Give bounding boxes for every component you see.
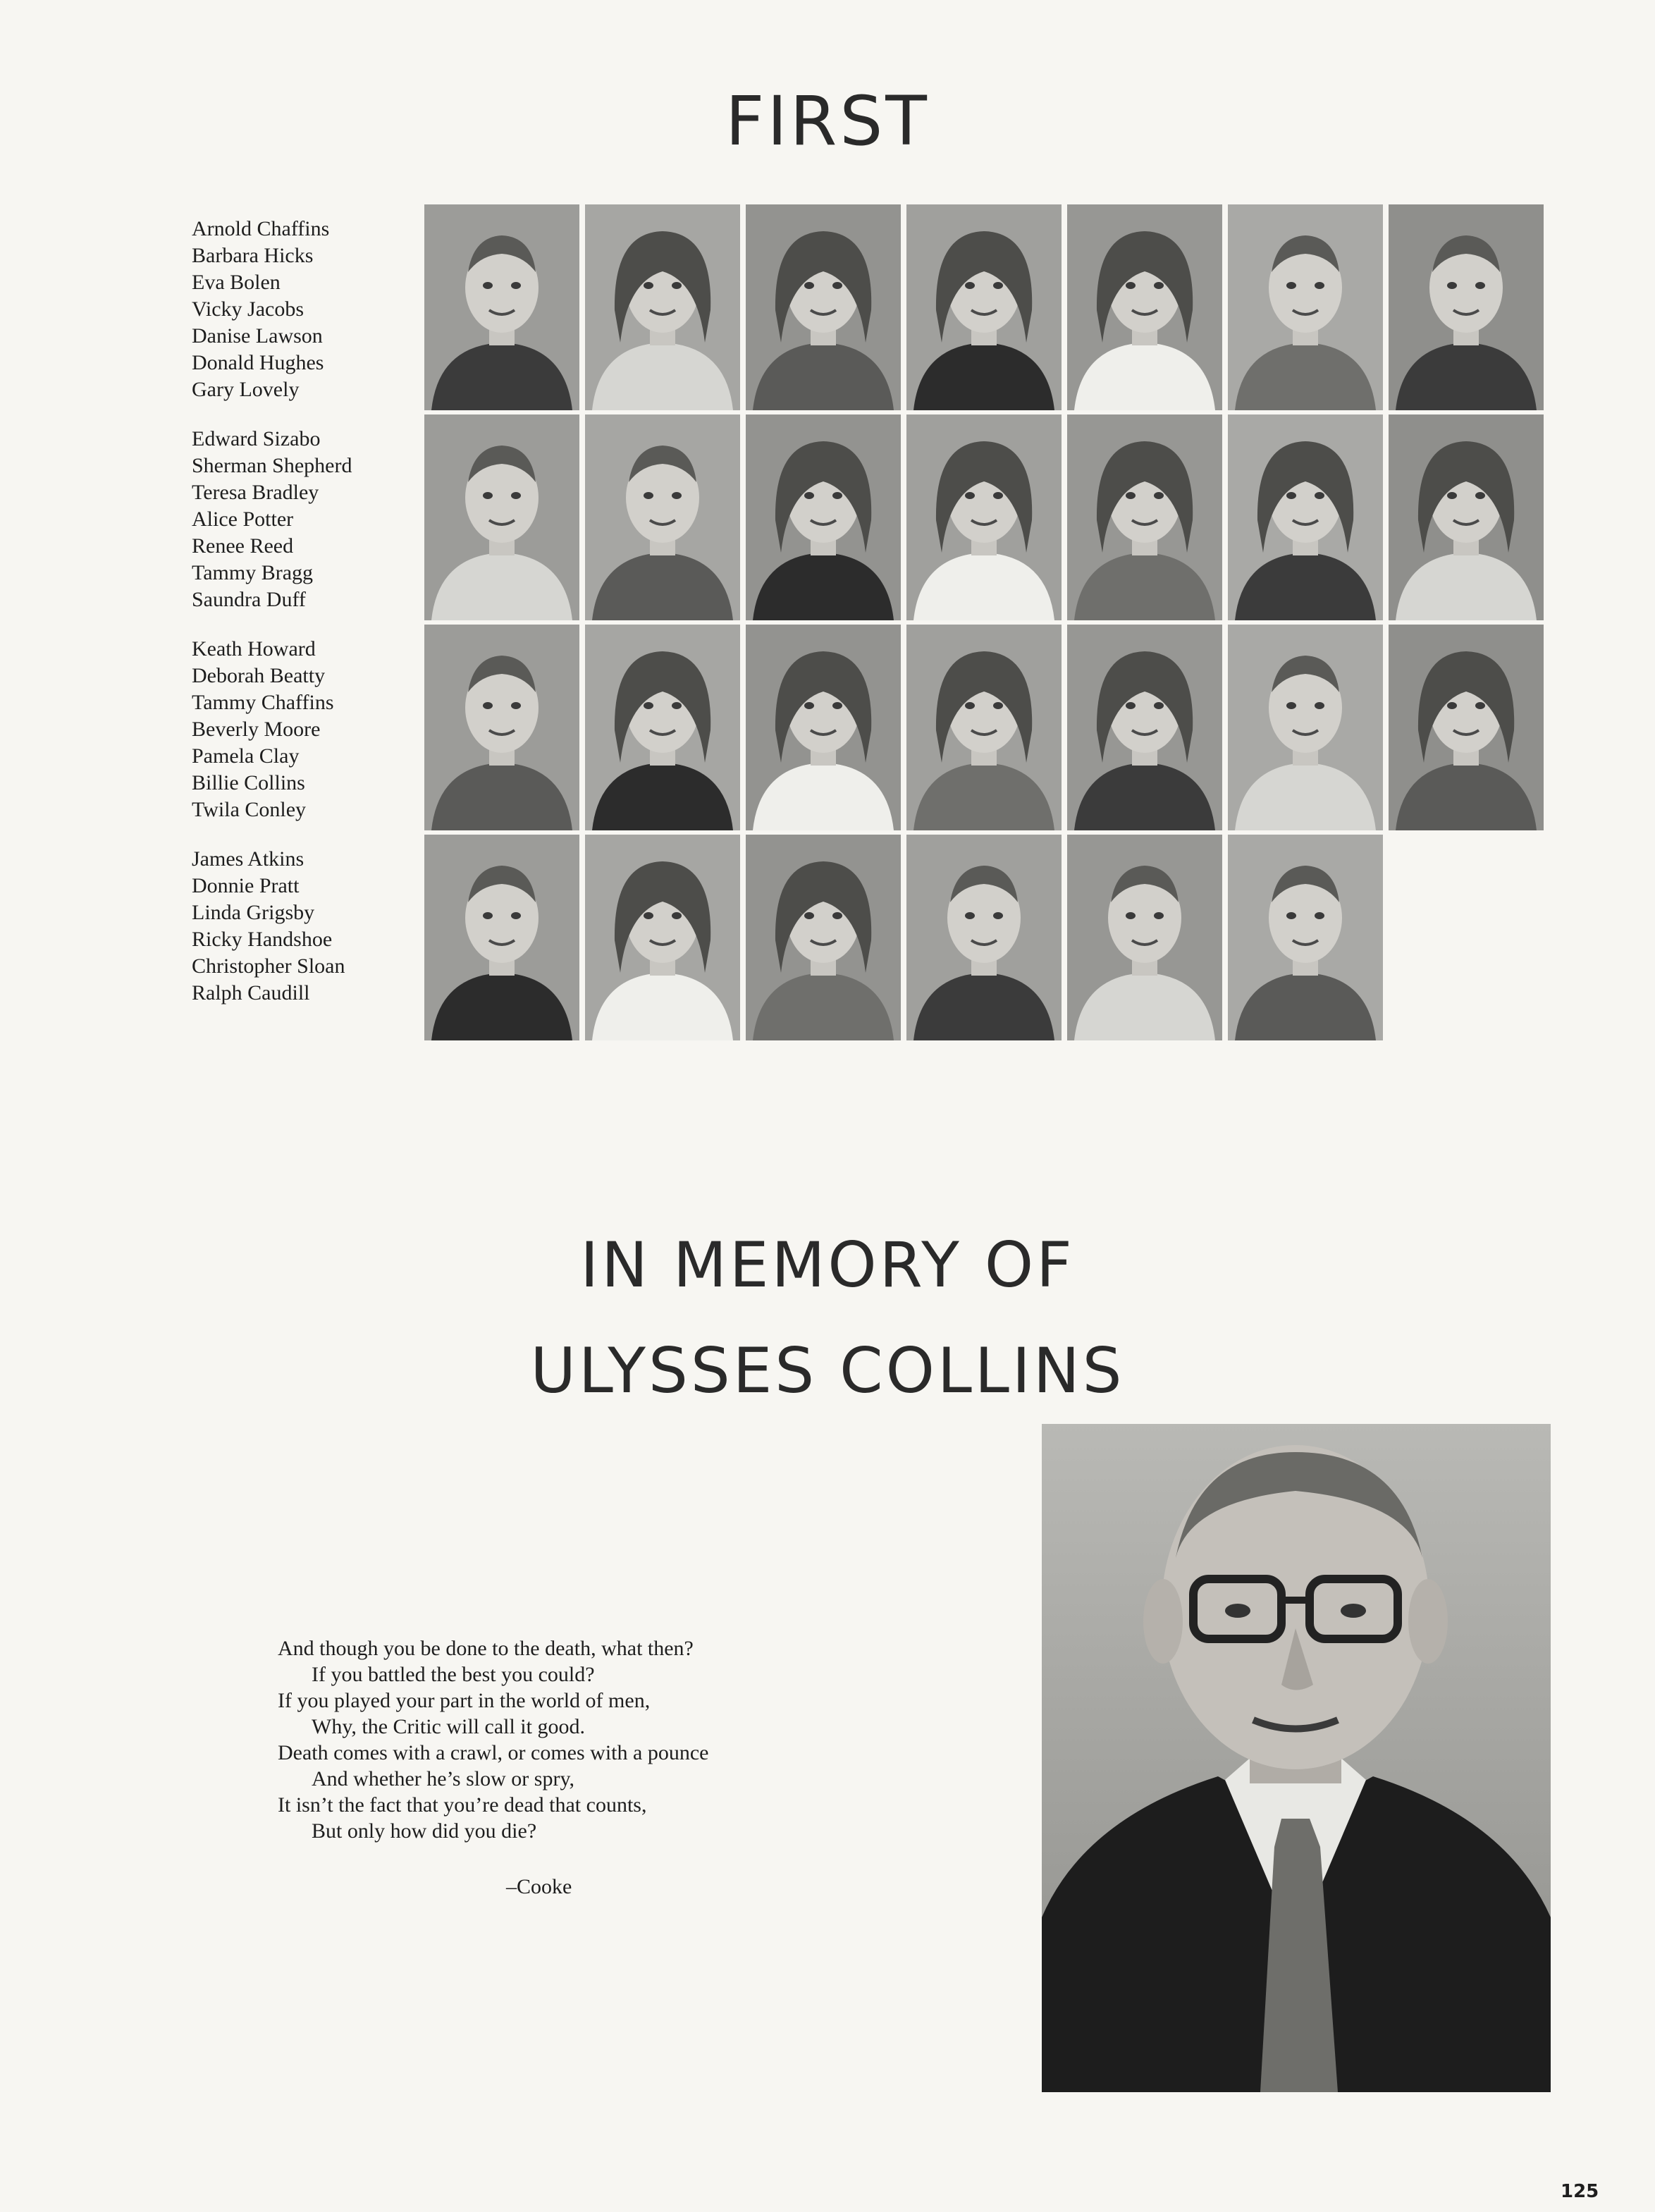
student-name: Edward Sizabo: [192, 427, 321, 450]
student-portrait-photo: [585, 204, 740, 410]
poem-line: And though you be done to the death, what then?: [278, 1637, 694, 1660]
student-name: James Atkins: [192, 847, 304, 871]
student-portrait-photo: [746, 835, 901, 1040]
student-name: Ralph Caudill: [192, 981, 310, 1004]
grade-title: FIRST: [725, 82, 930, 161]
student-portrait-photo: [906, 625, 1062, 830]
poem-line: But only how did you die?: [312, 1819, 537, 1843]
student-portrait-photo: [424, 625, 579, 830]
student-name: Eva Bolen: [192, 271, 281, 294]
student-name: Twila Conley: [192, 798, 307, 821]
poem-line: Why, the Critic will call it good.: [312, 1715, 585, 1738]
student-name: Danise Lawson: [192, 324, 323, 348]
memorial-portrait-photo: [1042, 1424, 1551, 2092]
student-name: Ricky Handshoe: [192, 928, 333, 951]
student-name: Deborah Beatty: [192, 664, 326, 687]
student-portrait-photo: [906, 835, 1062, 1040]
student-name: Saundra Duff: [192, 588, 306, 611]
name-list-row-2: [192, 426, 403, 613]
student-name: Barbara Hicks: [192, 244, 314, 267]
student-portrait-photo: [746, 204, 901, 410]
poem-line: If you played your part in the world of men,: [278, 1689, 651, 1712]
student-name: Tammy Bragg: [192, 561, 314, 584]
student-name: Alice Potter: [192, 508, 294, 531]
student-portrait-photo: [424, 414, 579, 620]
student-name: Renee Reed: [192, 534, 294, 558]
student-name: Linda Grigsby: [192, 901, 315, 924]
memorial-title-line-1: IN MEMORY OF: [580, 1229, 1075, 1301]
name-list-row-4: [192, 846, 403, 1007]
student-portrait-photo: [906, 414, 1062, 620]
student-portrait-photo: [1067, 625, 1222, 830]
student-portrait-photo: [585, 414, 740, 620]
poem-attribution: –Cooke: [506, 1875, 572, 1898]
student-name: Christopher Sloan: [192, 954, 345, 978]
student-name: Gary Lovely: [192, 378, 300, 401]
memorial-title-line-2: ULYSSES COLLINS: [530, 1334, 1125, 1407]
student-portrait-photo: [906, 204, 1062, 410]
student-portrait-photo: [1389, 625, 1544, 830]
poem-line: And whether he’s slow or spry,: [312, 1767, 574, 1790]
student-name: Donald Hughes: [192, 351, 324, 374]
memorial-poem: [278, 1635, 842, 1844]
student-portrait-photo: [1228, 835, 1383, 1040]
student-portrait-photo: [424, 835, 579, 1040]
student-name: Tammy Chaffins: [192, 691, 334, 714]
student-name: Teresa Bradley: [192, 481, 319, 504]
student-portrait-photo: [1228, 414, 1383, 620]
student-name: Pamela Clay: [192, 744, 300, 768]
name-list-row-3: [192, 636, 403, 823]
student-name: Beverly Moore: [192, 718, 321, 741]
student-name: Arnold Chaffins: [192, 217, 330, 240]
student-name: Vicky Jacobs: [192, 297, 304, 321]
student-portrait-photo: [585, 625, 740, 830]
student-portrait-photo: [424, 204, 579, 410]
poem-line: Death comes with a crawl, or comes with a pounce: [278, 1741, 709, 1764]
student-portrait-photo: [1067, 204, 1222, 410]
student-portrait-photo: [1067, 835, 1222, 1040]
student-name: Sherman Shepherd: [192, 454, 352, 477]
student-portrait-photo: [746, 414, 901, 620]
page-number: 125: [1561, 2181, 1599, 2202]
student-name: Billie Collins: [192, 771, 305, 794]
student-portrait-photo: [585, 835, 740, 1040]
name-list-row-1: [192, 216, 403, 403]
student-portrait-photo: [1228, 204, 1383, 410]
memorial-title: [0, 1212, 1655, 1424]
student-name: Donnie Pratt: [192, 874, 300, 897]
student-portrait-photo: [1067, 414, 1222, 620]
student-portrait-photo: [1389, 204, 1544, 410]
poem-line: It isn’t the fact that you’re dead that counts,: [278, 1793, 647, 1817]
student-portrait-photo: [746, 625, 901, 830]
poem-line: If you battled the best you could?: [312, 1663, 595, 1686]
student-portrait-photo: [1389, 414, 1544, 620]
student-portrait-photo: [1228, 625, 1383, 830]
student-name: Keath Howard: [192, 637, 316, 660]
